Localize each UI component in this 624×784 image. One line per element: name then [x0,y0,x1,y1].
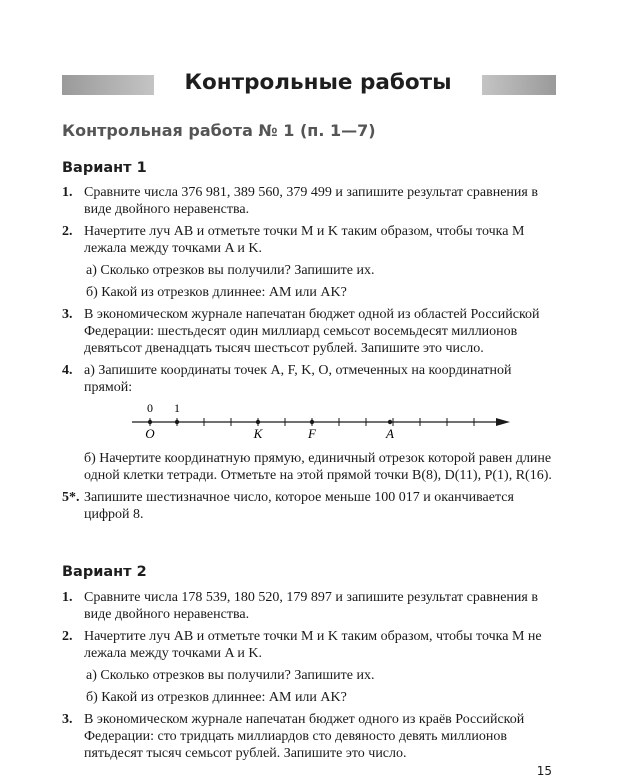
task-number: 4. [62,363,73,378]
tick-label-1: 1 [174,402,180,415]
point-label-o: O [145,426,155,441]
task-subitem-a: а) Запишите координаты точек A, F, K, O, отмеченных на координатной прямой: [84,363,512,395]
task-number: 3. [62,712,73,727]
task-3 [62,306,554,357]
point-label-a: A [386,426,394,441]
point-label-f: F [308,426,316,441]
title-decor-right [482,75,556,95]
task-2 [62,628,554,706]
task-number: 5*. [62,490,80,505]
task-subitem-a: а) Сколько отрезков вы получили? Запишите их. [86,668,375,683]
task-text: В экономическом журнале напечатан бюджет одного из краёв Российской Федерации: сто тридцать миллиардов сто девяносто девять миллионов пятьдесят тысяч семьсот рублей. Запишите это число. [84,712,525,761]
point-1-dot [175,420,179,424]
task-number: 2. [62,629,73,644]
task-text: Запишите шестизначное число, которое меньше 100 017 и оканчивается цифрой 8. [84,490,514,522]
task-text: Начертите луч AB и отметьте точки M и K таким образом, чтобы точка M лежала между точками A и K. [84,224,525,256]
task-1 [62,589,554,623]
number-line-graphic [132,402,532,442]
task-1 [62,184,554,218]
task-4 [62,362,554,484]
task-number: 1. [62,590,73,605]
point-label-k: K [253,426,263,441]
task-number: 3. [62,307,73,322]
task-subitem-b: б) Начертите координатную прямую, единичный отрезок которой равен длине одной клетки тетради. Отметьте на этой прямой точки B(8), D(11), P(1), R(16). [84,451,552,483]
task-2 [62,223,554,301]
variant-1-title: Вариант 1 [62,160,147,176]
title-decor-left [62,75,154,95]
point-o-dot [148,420,152,424]
page-number: 15 [536,764,552,778]
variant-2-tasks [62,589,554,767]
task-text: Сравните числа 376 981, 389 560, 379 499 и запишите результат сравнения в виде двойного неравенства. [84,185,538,217]
variant-1-tasks [62,184,554,528]
task-3 [62,711,554,762]
task-subitem-b: б) Какой из отрезков длиннее: AM или AK? [86,690,347,705]
point-a-dot [388,420,392,424]
task-subitem-b: б) Какой из отрезков длиннее: AM или AK? [86,285,347,300]
page-title: Контрольные работы [184,70,452,95]
task-subitem-a: а) Сколько отрезков вы получили? Запишите их. [86,263,375,278]
number-line [132,402,532,442]
task-number: 1. [62,185,73,200]
tick-label-0: 0 [147,402,153,415]
task-5 [62,489,554,523]
variant-2-title: Вариант 2 [62,564,147,580]
section-title: Контрольная работа № 1 (п. 1—7) [62,121,376,140]
task-number: 2. [62,224,73,239]
task-text: Начертите луч AB и отметьте точки M и K таким образом, чтобы точка M не лежала между точками A и K. [84,629,542,661]
task-text: В экономическом журнале напечатан бюджет одной из областей Российской Федерации: шестьдесят один миллиард семьсот восемьдесят миллионов девятьсот двенадцать тысяч шестьсот рублей. Запишите это число. [84,307,540,356]
axis-arrow [496,418,510,426]
task-text: Сравните числа 178 539, 180 520, 179 897 и запишите результат сравнения в виде двойного неравенства. [84,590,538,622]
point-f-dot [310,420,314,424]
point-k-dot [256,420,260,424]
